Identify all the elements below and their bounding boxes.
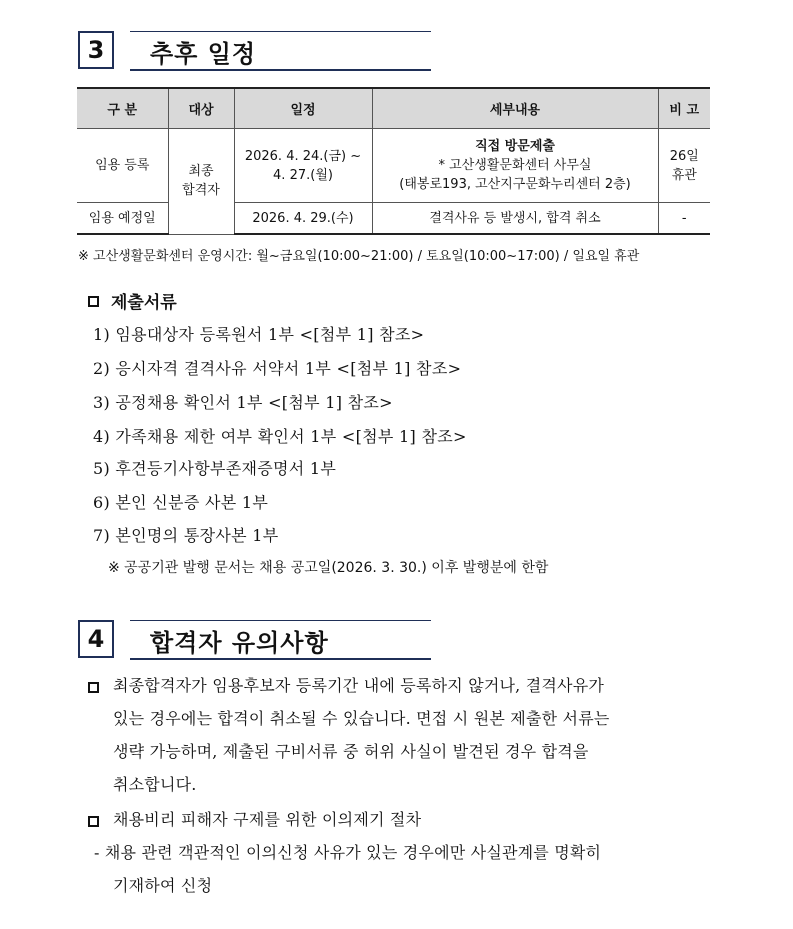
note-line: 휴관 [671,167,697,183]
cell-note [658,129,710,203]
cell-category: 임용 예정일 [77,203,168,235]
section-4-header [78,620,433,660]
header-rule-top [130,31,431,32]
date-line: 2026. 4. 24.(금) ~ [244,148,362,164]
documents-heading [88,288,177,313]
paragraph-heading: 채용비리 피해자 구제를 위한 이의제기 절차 [113,810,422,829]
cell-date: 2026. 4. 29.(수) [234,203,372,235]
target-line: 최종 [188,164,214,180]
target-line: 합격자 [182,183,220,199]
paragraph-line: 기재하여 신청 [113,876,213,895]
paragraph-line: - 채용 관련 객관적인 이의신청 사유가 있는 경우에만 사실관계를 명확히 [94,843,602,862]
schedule-table [77,87,710,235]
list-item: 4) 가족채용 제한 여부 확인서 1부 <[첨부 1] 참조> [93,427,467,446]
section-number: 4 [78,620,114,658]
cell-detail [372,129,658,203]
list-item: 2) 응시자격 결격사유 서약서 1부 <[첨부 1] 참조> [93,359,462,378]
cell-detail: 결격사유 등 발생시, 합격 취소 [372,203,658,235]
detail-title: 직접 방문제출 [475,139,555,154]
header-rule-bottom [130,69,431,71]
header-date: 일정 [234,88,372,129]
cell-target [168,129,234,235]
documents-heading-text: 제출서류 [111,293,177,313]
list-item: 3) 공정채용 확인서 1부 <[첨부 1] 참조> [93,393,393,412]
header-rule-top [130,620,431,621]
list-item: 7) 본인명의 통장사본 1부 [93,526,279,545]
table-header-row [77,88,710,129]
checkbox-bullet-icon [88,816,99,827]
table-row [77,129,710,203]
cell-category: 임용 등록 [77,129,168,203]
list-item: 6) 본인 신분증 사본 1부 [93,493,269,512]
header-category: 구 분 [77,88,168,129]
checkbox-bullet-icon [88,682,99,693]
header-detail: 세부내용 [372,88,658,129]
documents-note: ※ 공공기관 발행 문서는 채용 공고일(2026. 3. 30.) 이후 발행분에 한함 [108,560,549,576]
paragraph-line: 생략 가능하며, 제출된 구비서류 중 허위 사실이 발견된 경우 합격을 [113,742,589,761]
note-line: 26일 [669,148,699,164]
detail-line: * 고산생활문화센터 사무실 [438,158,592,173]
list-item: 5) 후견등기사항부존재증명서 1부 [93,459,337,478]
section-3-header [78,31,433,71]
header-rule-bottom [130,658,431,660]
date-line: 4. 27.(월) [273,167,333,183]
section-title: 합격자 유의사항 [150,629,329,657]
header-target: 대상 [168,88,234,129]
paragraph-line: 최종합격자가 임용후보자 등록기간 내에 등록하지 않거나, 결격사유가 [113,676,605,695]
checkbox-bullet-icon [88,296,99,307]
list-item: 1) 임용대상자 등록원서 1부 <[첨부 1] 참조> [93,325,425,344]
header-note: 비 고 [658,88,710,129]
hours-note: ※ 고산생활문화센터 운영시간: 월~금요일(10:00~21:00) / 토요일(10:00~17:00) / 일요일 휴관 [78,249,640,264]
cell-note: - [658,203,710,235]
section-number: 3 [78,31,114,69]
cell-date [234,129,372,203]
detail-line: (태봉로193, 고산지구문화누리센터 2층) [399,177,631,192]
section-title: 추후 일정 [150,40,257,68]
paragraph-line: 있는 경우에는 합격이 취소될 수 있습니다. 면접 시 원본 제출한 서류는 [113,709,610,728]
paragraph-line: 취소합니다. [113,775,197,794]
